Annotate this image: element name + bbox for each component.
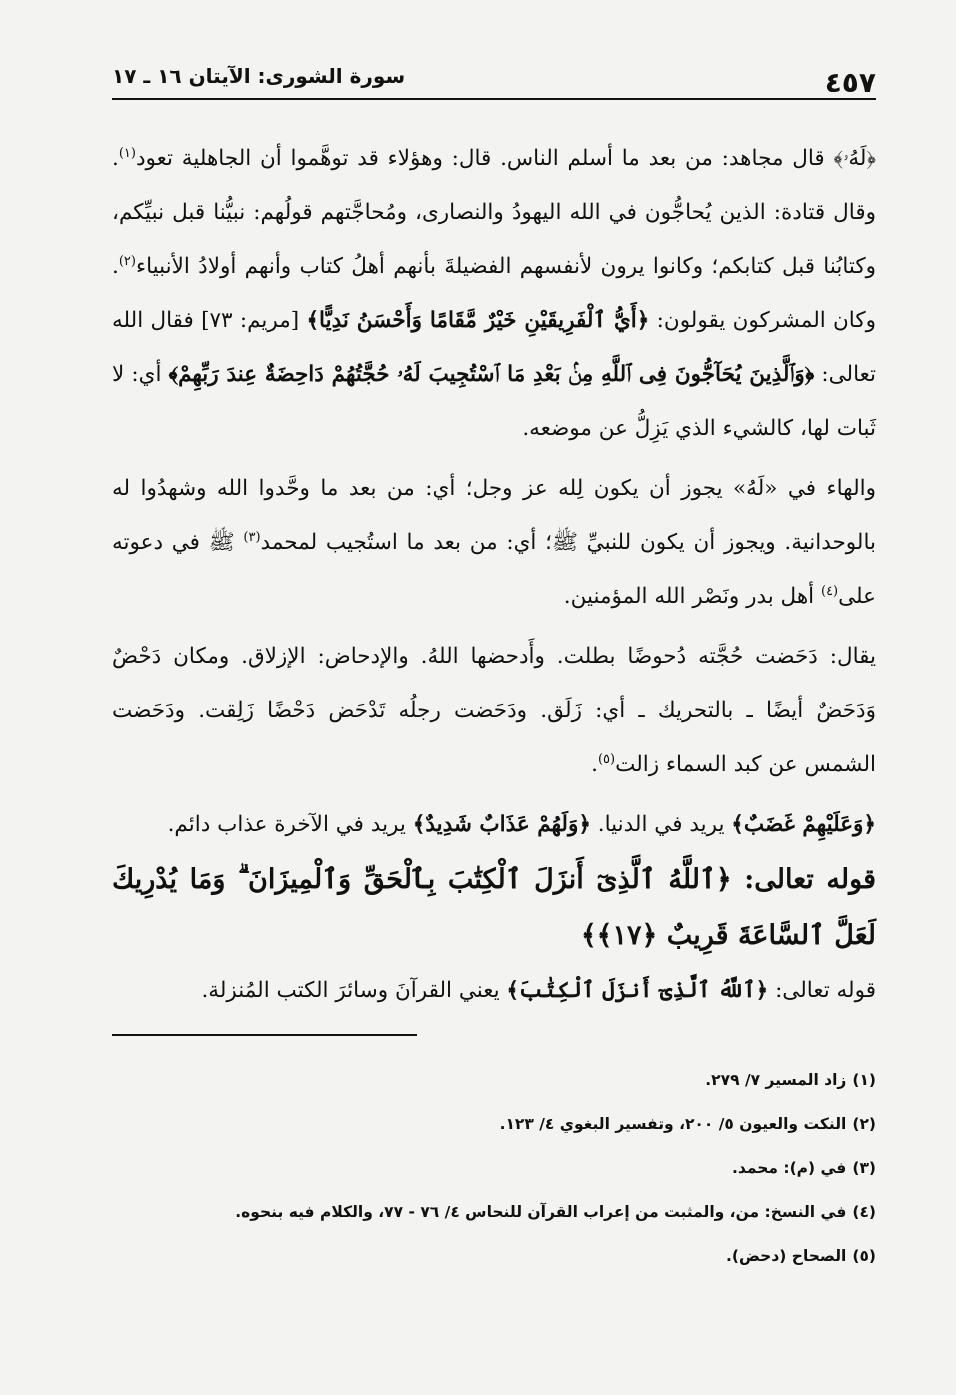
text-span: [مريم: ٧٣] فقال الله تعالى: bbox=[112, 308, 876, 387]
running-title: سورة الشورى: الآيتان ١٦ ـ ١٧ bbox=[112, 64, 406, 88]
footnote-text: في (م): محمد. bbox=[731, 1159, 847, 1177]
footnote-text: النكت والعيون ٥/ ٢٠٠، وتفسير البغوي ٤/ ١٢٣. bbox=[499, 1115, 847, 1133]
quran-quote: ﴿وَٱلَّذِينَ يُحَآجُّونَ فِى ٱللَّهِ مِنۢ بَعْدِ مَا ٱسْتُجِيبَ لَهُۥ حُجَّتُهُمْ دَاحِضَةٌ عِندَ رَبِّهِمْ﴾ bbox=[168, 362, 815, 387]
text-span: أهل بدر ونَصْر الله المؤمنين. bbox=[563, 584, 821, 609]
footnote-2 bbox=[112, 1102, 876, 1146]
paragraph-1 bbox=[112, 132, 876, 456]
footnote-text: في النسخ: من، والمثبت من إعراب القرآن للنحاس ٤/ ٧٦ - ٧٧، والكلام فيه بنحوه. bbox=[235, 1203, 847, 1221]
footnote-number: (٣) bbox=[852, 1159, 876, 1177]
text-span: . وقال قتادة: الذين يُحاجُّون في الله اليهودُ والنصارى، ومُحاجَّتهم قولُهم: نبيُّنا قبل نبيِّكم، وكتابُنا قبل كتابكم؛ وكانوا يرون لأنفسهم الفضيلةَ بأنهم أهلُ كتاب وأنهم أولادُ الأنبياء bbox=[112, 146, 876, 279]
footnote-text: زاد المسير ٧/ ٢٧٩. bbox=[705, 1071, 847, 1089]
quran-quote: ﴿وَعَلَيْهِمْ غَضَبٌ﴾ bbox=[731, 812, 876, 837]
text-span: يعني القرآنَ وسائرَ الكتب المُنزلة. bbox=[201, 978, 507, 1003]
verse-heading bbox=[112, 852, 876, 964]
page-number: ٤٥٧ bbox=[824, 66, 876, 99]
paragraph-5 bbox=[112, 964, 876, 1018]
paragraph-3 bbox=[112, 630, 876, 792]
footnote-4 bbox=[112, 1190, 876, 1234]
footnote-5 bbox=[112, 1234, 876, 1278]
footnote-1 bbox=[112, 1058, 876, 1102]
footnote-ref: (٣) bbox=[243, 529, 261, 545]
footnote-ref: (٥) bbox=[597, 751, 616, 767]
footnote-number: (٢) bbox=[852, 1115, 876, 1133]
quran-quote: ﴿ٱللَّهُ ٱلَّذِىٓ أَنزَلَ ٱلْكِتَٰبَ﴾ bbox=[506, 978, 769, 1003]
footnote-number: (٥) bbox=[852, 1247, 876, 1265]
text-span: أي: لا ثَبات لها، كالشيء الذي يَزِلُّ عن موضعه. bbox=[112, 362, 876, 441]
text-span: . وكان المشركون يقولون: bbox=[112, 254, 876, 333]
main-text bbox=[112, 132, 876, 1018]
text-span: ﴿لَهُۥ﴾ قال مجاهد: من بعد ما أسلم الناس. قال: وهؤلاء قد توهَّموا أن الجاهلية تعود bbox=[135, 146, 876, 171]
footnote-3 bbox=[112, 1146, 876, 1190]
paragraph-2 bbox=[112, 462, 876, 624]
quran-quote: ﴿أَيُّ ٱلْفَرِيقَيْنِ خَيْرٌ مَّقَامًا وَأَحْسَنُ نَدِيًّا﴾ bbox=[306, 308, 650, 333]
quran-quote: ﴿وَلَهُمْ عَذَابٌ شَدِيدٌ﴾ bbox=[412, 812, 591, 837]
text-span: يقال: دَحَضت حُجَّته دُحوضًا بطلت. وأَدحضها اللهُ. والإدحاض: الإزلاق. ومكان دَحْضٌ وَدَحَضٌ أيضًا ـ بالتحريك ـ أي: زَلَق. ودَحَضت رجلُه تَدْحَض دَحْضًا زَلِقت. ودَحَضت الشمس عن كبد السماء زالت bbox=[112, 644, 876, 777]
text-span: والهاء في «لَهُ» يجوز أن يكون لِله عز وجل؛ أي: من بعد ما وحَّدوا الله وشهدُوا له بالوحدانية. ويجوز أن يكون للنبيِّ ﷺ؛ أي: من بعد ما استُجيب لمحمد bbox=[112, 476, 876, 555]
text-span: ﷺ في دعوته على bbox=[112, 530, 876, 609]
paragraph-4 bbox=[112, 798, 876, 852]
text-span: قوله تعالى: bbox=[768, 978, 876, 1003]
header-divider bbox=[112, 98, 876, 100]
text-span: يريد في الآخرة عذاب دائم. bbox=[167, 812, 413, 837]
footnote-divider bbox=[112, 1034, 417, 1036]
text-span: . bbox=[591, 752, 598, 777]
footnotes bbox=[112, 1058, 876, 1278]
text-span: يريد في الدنيا. bbox=[590, 812, 732, 837]
footnote-text: الصحاح (دحض). bbox=[726, 1247, 847, 1265]
verse-lead: قوله تعالى: bbox=[731, 864, 876, 895]
footnote-number: (١) bbox=[852, 1071, 876, 1089]
footnote-ref: (٢) bbox=[118, 253, 136, 269]
page-header bbox=[112, 58, 876, 99]
verse-text: ﴿ٱللَّهُ ٱلَّذِىٓ أَنزَلَ ٱلْكِتَٰبَ بِٱلْحَقِّ وَٱلْمِيزَانَ ۗ وَمَا يُدْرِيكَ لَعَلَّ ٱلسَّاعَةَ قَرِيبٌ ﴿١٧﴾﴾ bbox=[112, 864, 876, 951]
footnote-number: (٤) bbox=[852, 1203, 876, 1221]
footnote-ref: (٤) bbox=[820, 583, 839, 599]
footnote-ref: (١) bbox=[118, 145, 136, 161]
